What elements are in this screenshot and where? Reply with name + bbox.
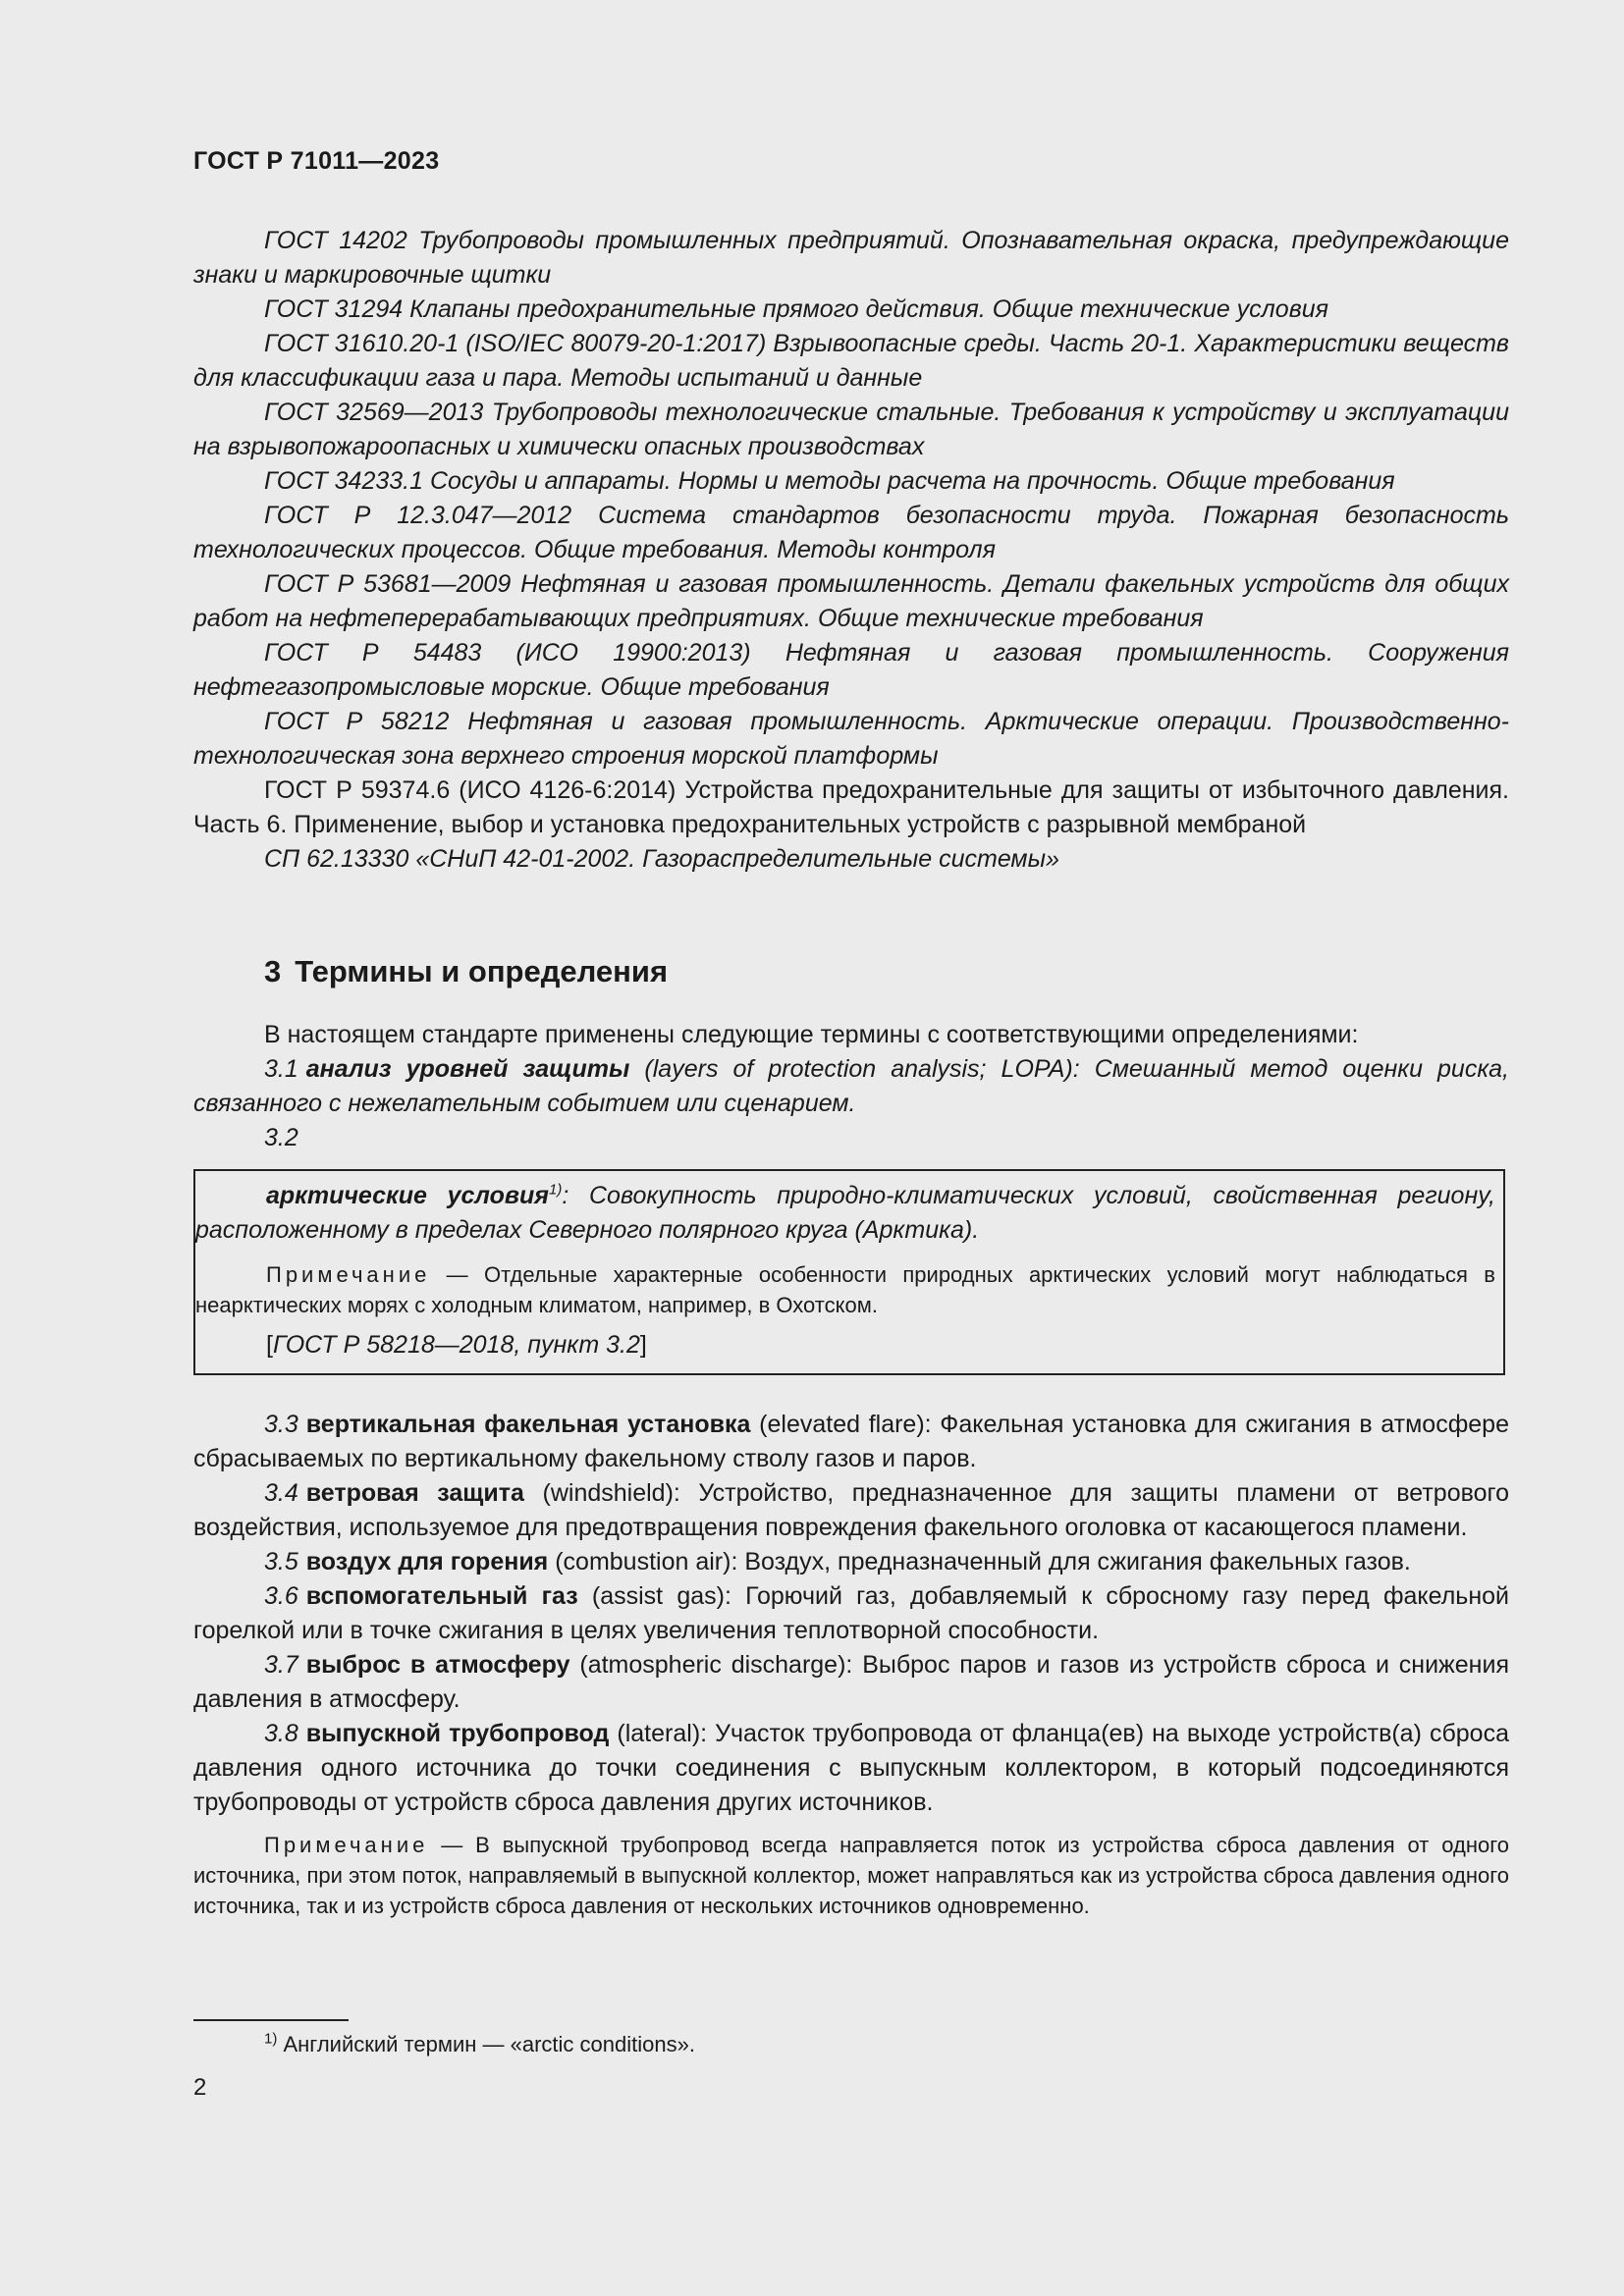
note-text: — Отдельные характерные особенности природных арктических условий могут наблюдаться в неарктических морях с холодным климатом, например, в Охотском. [195, 1262, 1495, 1317]
term-definition: (elevated flare): Факельная установка для сжигания в атмосфере сбрасываемых по вертикальному факельному стволу газов и паров. [193, 1411, 1509, 1472]
term-name: выброс в атмосферу [305, 1651, 570, 1679]
document-code-header: ГОСТ Р 71011—2023 [193, 147, 440, 175]
term-number: 3.8 [264, 1720, 298, 1747]
section-number: 3 [264, 954, 282, 988]
term-number: 3.5 [264, 1548, 298, 1575]
footnote-mark: 1) [264, 2030, 278, 2048]
term-definition: (atmospheric discharge): Выброс паров и газов из устройств сброса и снижения давления в атмосферу. [193, 1651, 1509, 1713]
term-3-8 [193, 1717, 1509, 1820]
term-3-8-note [193, 1830, 1509, 1921]
term-3-5 [193, 1545, 1509, 1579]
term-definition: (combustion air): Воздух, предназначенный для сжигания факельных газов. [548, 1548, 1411, 1575]
section-intro: В настоящем стандарте применены следующие термины с соответствующими определениями: [264, 1021, 1359, 1048]
term-definition: (layers of protection analysis; LOPA): Смешанный метод оценки риска, связанного с нежелательным событием или сценарием. [193, 1055, 1509, 1117]
term-name: арктические условия [266, 1182, 549, 1209]
normative-references-list [193, 224, 1509, 877]
term-number: 3.7 [264, 1651, 298, 1679]
reference-item: ГОСТ 34233.1 Сосуды и аппараты. Нормы и методы расчета на прочность. Общие требования [264, 467, 1395, 495]
term-name: вспомогательный газ [305, 1582, 578, 1610]
source-citation: ГОСТ Р 58218—2018, пункт 3.2 [272, 1331, 640, 1359]
note-label: Примечание [266, 1262, 431, 1287]
term-3-1 [193, 1052, 1509, 1121]
section-heading [264, 954, 681, 989]
term-3-6 [193, 1579, 1509, 1648]
terms-block-2 [193, 1408, 1509, 1921]
term-number: 3.3 [264, 1411, 298, 1438]
boxed-note [195, 1259, 1495, 1320]
footnote-reference: 1) [548, 1181, 563, 1199]
reference-item: ГОСТ 31610.20-1 (ISO/IEC 80079-20-1:2017) Взрывоопасные среды. Часть 20-1. Характеристики веществ для классификации газа и пара. Методы испытаний и данные [193, 330, 1509, 392]
term-number: 3.1 [264, 1055, 298, 1083]
term-definition: : Совокупность природно-климатических условий, свойственная региону, расположенному в пределах Северного полярного круга (Арктика). [195, 1182, 1495, 1244]
term-number: 3.6 [264, 1582, 298, 1610]
reference-item: ГОСТ Р 53681—2009 Нефтяная и газовая промышленность. Детали факельных устройств для общих работ на нефтеперерабатывающих предприятиях. Общие технические требования [193, 570, 1509, 632]
term-3-3 [193, 1408, 1509, 1476]
reference-item: ГОСТ Р 59374.6 (ИСО 4126-6:2014) Устройства предохранительные для защиты от избыточного давления. Часть 6. Применение, выбор и установка предохранительных устройств с разрывной мембраной [193, 776, 1509, 838]
term-definition: (lateral): Участок трубопровода от фланца(ев) на выходе устройств(а) сброса давления одного источника до точки соединения с выпускным коллектором, в который подсоединяются трубопроводы от устройств сброса давления других источников. [193, 1720, 1509, 1816]
term-name: вертикальная факельная установка [305, 1411, 751, 1438]
reference-item: ГОСТ Р 12.3.047—2012 Система стандартов безопасности труда. Пожарная безопасность технологических процессов. Общие требования. Методы контроля [193, 502, 1509, 563]
term-name: анализ уровней защиты [305, 1055, 630, 1083]
term-definition: (assist gas): Горючий газ, добавляемый к сбросному газу перед факельной горелкой или в точке сжигания в целях увеличения теплотворной способности. [193, 1582, 1509, 1644]
term-name: ветровая защита [305, 1479, 524, 1507]
terms-block-1 [193, 1018, 1509, 1155]
term-name: выпускной трубопровод [305, 1720, 610, 1747]
page-number: 2 [193, 2074, 207, 2101]
term-definition: (windshield): Устройство, предназначенное для защиты пламени от ветрового воздействия, используемое для предотвращения повреждения факельного оголовка от касающегося пламени. [193, 1479, 1509, 1541]
term-number: 3.4 [264, 1479, 298, 1507]
document-page [193, 0, 1509, 2296]
term-3-4 [193, 1476, 1509, 1545]
footnote [264, 2030, 695, 2059]
note-text: — В выпускной трубопровод всегда направляется поток из устройства сброса давления от одного источника, при этом поток, направляемый в выпускной коллектор, может направляться как из устройства сброса давления одного источника, так и из устройств сброса давления от нескольких источников одновременно. [193, 1833, 1509, 1918]
term-name: воздух для горения [305, 1548, 549, 1575]
note-label: Примечание [264, 1833, 429, 1857]
footnote-separator [193, 2019, 349, 2021]
boxed-definition [193, 1169, 1505, 1375]
footnote-text: Английский термин — «arctic conditions». [277, 2032, 695, 2056]
boxed-source-reference: [ГОСТ Р 58218—2018, пункт 3.2] [266, 1331, 647, 1359]
reference-item: ГОСТ 14202 Трубопроводы промышленных предприятий. Опознавательная окраска, предупреждающие знаки и маркировочные щитки [193, 227, 1509, 289]
term-3-7 [193, 1648, 1509, 1717]
boxed-term-definition [195, 1179, 1495, 1248]
reference-item: ГОСТ 32569—2013 Трубопроводы технологические стальные. Требования к устройству и эксплуатации на взрывопожароопасных и химически опасных производствах [193, 399, 1509, 460]
reference-item: ГОСТ Р 58212 Нефтяная и газовая промышленность. Арктические операции. Производственно-технологическая зона верхнего строения морской платформы [193, 708, 1509, 770]
section-title: Термины и определения [295, 954, 669, 988]
reference-item: ГОСТ 31294 Клапаны предохранительные прямого действия. Общие технические условия [264, 295, 1328, 323]
reference-item: ГОСТ Р 54483 (ИСО 19900:2013) Нефтяная и газовая промышленность. Сооружения нефтегазопромысловые морские. Общие требования [193, 639, 1509, 701]
term-3-2-number: 3.2 [264, 1124, 298, 1151]
reference-item: СП 62.13330 «СНиП 42-01-2002. Газораспределительные системы» [264, 845, 1059, 873]
